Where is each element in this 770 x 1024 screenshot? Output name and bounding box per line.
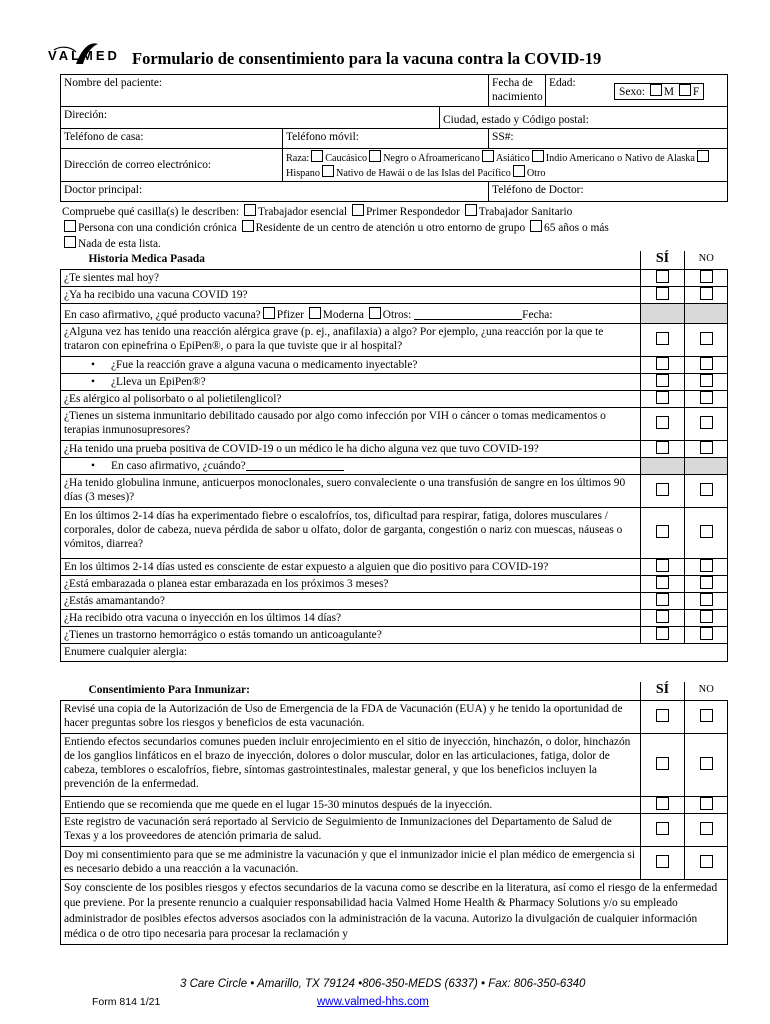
q-polysorbate: ¿Es alérgico al polisorbato o al polietilenglicol?: [61, 390, 641, 407]
form-header: [46, 38, 730, 70]
age-label: Edad:: [549, 77, 576, 89]
q10-yes-checkbox[interactable]: [656, 576, 669, 589]
q-pregnant: ¿Está embarazada o planea estar embarazada en los próximos 3 meses?: [61, 575, 641, 592]
c5-no-checkbox[interactable]: [700, 855, 713, 868]
q7-no-checkbox[interactable]: [700, 483, 713, 496]
q2-no-checkbox[interactable]: [700, 287, 713, 300]
race-other-checkbox[interactable]: [513, 165, 525, 177]
q3a-no-checkbox[interactable]: [700, 357, 713, 370]
consent-table: [60, 682, 728, 945]
ss-field[interactable]: SS#:: [489, 129, 728, 149]
other-product-checkbox[interactable]: [369, 307, 381, 319]
q-immune-globulin: ¿Ha tenido globulina inmune, anticuerpos monoclonales, suero convaleciente o una transfusión de sangre en los últimos 90 días (3 meses)?: [61, 474, 641, 507]
q3-yes-checkbox[interactable]: [656, 332, 669, 345]
describe-prompt: Compruebe qué casilla(s) le describen:: [62, 206, 240, 218]
q3-no-checkbox[interactable]: [700, 332, 713, 345]
dob-field[interactable]: Fecha de nacimiento: [489, 75, 546, 107]
c2-no-checkbox[interactable]: [700, 757, 713, 770]
q-symptoms: En los últimos 2-14 días ha experimentado fiebre o escalofríos, tos, dificultad para respirar, fatiga, dolores musculares / corporales, dolor de cabeza, nueva pérdida de sabor u olfato, dolor de garganta, congestión o nariz con muescas, náuseas o vómitos, diarrea?: [61, 507, 641, 558]
home-phone-field[interactable]: Teléfono de casa:: [61, 129, 283, 149]
consent-side-effects: Entiendo efectos secundarios comunes pueden incluir enrojecimiento en el sitio de inyección, hinchazón, o dolor, hinchazón de los ganglios linfáticos en el brazo de inyección, dolores o dolor muscular, dolor en las articulaciones, fatiga, dolor de cabeza, temblores o escalofríos, fiebre, síntomas gastrointestinales, malestar general, y que los beneficios incluyen la prevención de la enfermedad.: [61, 733, 641, 796]
chronic-condition-checkbox[interactable]: [64, 220, 76, 232]
consent-title: Consentimiento Para Inmunizar:: [61, 682, 641, 700]
website-link[interactable]: www.valmed-hhs.com: [317, 996, 429, 1008]
q9-no-checkbox[interactable]: [700, 559, 713, 572]
no-header: NO: [685, 251, 728, 269]
q6-no-checkbox[interactable]: [700, 441, 713, 454]
moderna-checkbox[interactable]: [309, 307, 321, 319]
yes-header: SÍ: [641, 251, 685, 269]
consent-eua: Revisé una copia de la Autorización de Uso de Emergencia de la FDA de Vacunación (EUA) y he tenido la oportunidad de hacer preguntas sobre los riesgos y beneficios de esta vacunación.: [61, 700, 641, 733]
q-when: • En caso afirmativo, ¿cuándo?: [61, 457, 641, 474]
city-field[interactable]: Ciudad, estado y Código postal:: [440, 107, 728, 129]
pfizer-checkbox[interactable]: [263, 307, 275, 319]
liability-waiver: Soy consciente de los posibles riesgos y efectos secundarios de la vacuna como se describe en la literatura, así como el riesgo de la enfermedad que previene. Por la presente renuncio a cualquier responsabilidad hacia Valmed Home Health & Pharmacy Solutions y/o su empleado administrador de posibles efectos adversos asociados con la administración de la vacuna. Autorizo la divulgación de cualquier información médica o de otro tipo necesaria para procesar la reclamación y: [61, 879, 728, 944]
when-blank[interactable]: [246, 470, 344, 471]
essential-worker-checkbox[interactable]: [244, 204, 256, 216]
form-title: Formulario de consentimiento para la vacuna contra la COVID-19: [132, 49, 602, 68]
sex-box: Sexo: M F: [614, 83, 704, 100]
q8-yes-checkbox[interactable]: [656, 525, 669, 538]
q12-yes-checkbox[interactable]: [656, 610, 669, 623]
primary-doctor-field[interactable]: Doctor principal:: [61, 182, 489, 202]
q3b-yes-checkbox[interactable]: [656, 374, 669, 387]
q12-no-checkbox[interactable]: [700, 610, 713, 623]
c2-yes-checkbox[interactable]: [656, 757, 669, 770]
c5-yes-checkbox[interactable]: [656, 855, 669, 868]
first-responder-checkbox[interactable]: [352, 204, 364, 216]
consent-wait: Entiendo que se recomienda que me quede en el lugar 15-30 minutos después de la inyección.: [61, 796, 641, 813]
q11-no-checkbox[interactable]: [700, 593, 713, 606]
logo-wordmark: VALMED: [48, 48, 120, 63]
c3-no-checkbox[interactable]: [700, 797, 713, 810]
mobile-phone-field[interactable]: Teléfono móvil:: [283, 129, 489, 149]
age-65-checkbox[interactable]: [530, 220, 542, 232]
group-residence-checkbox[interactable]: [242, 220, 254, 232]
q-prior-vaccine: ¿Ya ha recibido una vacuna COVID 19?: [61, 286, 641, 303]
q9-yes-checkbox[interactable]: [656, 559, 669, 572]
c4-no-checkbox[interactable]: [700, 822, 713, 835]
consent-administer: Doy mi consentimiento para que se me administre la vacunación y que el inmunizador inicie el plan médico de emergencia si es necesario debido a una reacción a la vacunación.: [61, 846, 641, 879]
q-severe-allergy: ¿Alguna vez has tenido una reacción alérgica grave (p. ej., anafilaxia) a algo? Por ejemplo, ¿una reacción por la que te trataron con epinefrina o EpiPen®, o para la que tuviste que ir al hospital?: [61, 323, 641, 356]
history-title: Historia Medica Pasada: [61, 251, 641, 269]
medical-history-table: [60, 251, 728, 662]
consent-no-header: NO: [685, 682, 728, 700]
q5-no-checkbox[interactable]: [700, 416, 713, 429]
footer-address: 3 Care Circle • Amarillo, TX 79124 •806-350-MEDS (6337) • Fax: 806-350-6340: [180, 978, 586, 990]
doctor-phone-field[interactable]: Teléfono de Doctor:: [489, 182, 728, 202]
c3-yes-checkbox[interactable]: [656, 797, 669, 810]
q-other-vaccine: ¿Ha recibido otra vacuna o inyección en los últimos 14 días?: [61, 609, 641, 626]
q-positive-test: ¿Ha tenido una prueba positiva de COVID-19 o un médico le ha dicho alguna vez que tuvo COVID-19?: [61, 440, 641, 457]
none-checkbox[interactable]: [64, 236, 76, 248]
q3b-no-checkbox[interactable]: [700, 374, 713, 387]
q-breastfeeding: ¿Estás amamantando?: [61, 592, 641, 609]
race-native-american-checkbox[interactable]: [532, 150, 544, 162]
other-product-blank[interactable]: [414, 319, 522, 320]
q-reaction-vaccine: • ¿Fue la reacción grave a alguna vacuna o medicamento inyectable?: [61, 356, 641, 373]
race-field: Raza: Caucásico Negro o Afroamericano Asiático Indio Americano o Nativo de AlaskaHispano Nativo de Hawái o de las Islas del Pacífico Otro: [283, 149, 728, 182]
patient-name-field[interactable]: Nombre del paciente:: [61, 75, 489, 107]
consent-yes-header: SÍ: [641, 682, 685, 700]
form-number: Form 814 1/21: [92, 996, 161, 1008]
c1-no-checkbox[interactable]: [700, 709, 713, 722]
q4-no-checkbox[interactable]: [700, 391, 713, 404]
q7-yes-checkbox[interactable]: [656, 483, 669, 496]
race-hispanic-checkbox[interactable]: [697, 150, 709, 162]
allergies-field[interactable]: Enumere cualquier alergia:: [61, 643, 728, 661]
q-feeling-sick: ¿Te sientes mal hoy?: [61, 269, 641, 286]
q6-yes-checkbox[interactable]: [656, 441, 669, 454]
c1-yes-checkbox[interactable]: [656, 709, 669, 722]
race-caucasian-checkbox[interactable]: [311, 150, 323, 162]
q8-no-checkbox[interactable]: [700, 525, 713, 538]
q-epipen: • ¿Lleva un EpiPen®?: [61, 373, 641, 390]
q1-no-checkbox[interactable]: [700, 270, 713, 283]
q3a-yes-checkbox[interactable]: [656, 357, 669, 370]
race-black-checkbox[interactable]: [369, 150, 381, 162]
q-which-product: En caso afirmativo, ¿qué producto vacuna? Pfizer Moderna Otros: Fecha:: [61, 303, 641, 323]
q-immunocompromised: ¿Tienes un sistema inmunitario debilitado causado por algo como infección por VIH o cáncer o tomas medicamentos o terapias inmunosupresores?: [61, 407, 641, 440]
q2-yes-checkbox[interactable]: [656, 287, 669, 300]
describe-checks: Compruebe qué casilla(s) le describen: Trabajador esencial Primer Respondedor Trabajador Sanitario Persona con una condición crónica Residente de un centro de atención u otro entorno de grupo 65 años o más Nada de esta lista.: [62, 206, 609, 250]
patient-info-table: [60, 74, 728, 202]
q5-yes-checkbox[interactable]: [656, 416, 669, 429]
age-sex-field[interactable]: [546, 75, 728, 107]
race-pacific-checkbox[interactable]: [322, 165, 334, 177]
sex-f-checkbox[interactable]: [679, 84, 691, 96]
healthcare-worker-checkbox[interactable]: [465, 204, 477, 216]
q10-no-checkbox[interactable]: [700, 576, 713, 589]
q11-yes-checkbox[interactable]: [656, 593, 669, 606]
race-asian-checkbox[interactable]: [482, 150, 494, 162]
valmed-logo: [46, 38, 130, 68]
q-bleeding: ¿Tienes un trastorno hemorrágico o estás tomando un anticoagulante?: [61, 626, 641, 643]
q4-yes-checkbox[interactable]: [656, 391, 669, 404]
sex-m-checkbox[interactable]: [650, 84, 662, 96]
q1-yes-checkbox[interactable]: [656, 270, 669, 283]
c4-yes-checkbox[interactable]: [656, 822, 669, 835]
address-field[interactable]: Direción:: [61, 107, 440, 129]
email-field[interactable]: Dirección de correo electrónico:: [61, 149, 283, 182]
q-exposure: En los últimos 2-14 días usted es consciente de estar expuesto a alguien que dio positivo para COVID-19?: [61, 558, 641, 575]
q13-no-checkbox[interactable]: [700, 627, 713, 640]
consent-registry: Este registro de vacunación será reportado al Servicio de Seguimiento de Inmunizaciones del Departamento de Salud de Texas y a los proveedores de atención primaria de salud.: [61, 813, 641, 846]
q13-yes-checkbox[interactable]: [656, 627, 669, 640]
